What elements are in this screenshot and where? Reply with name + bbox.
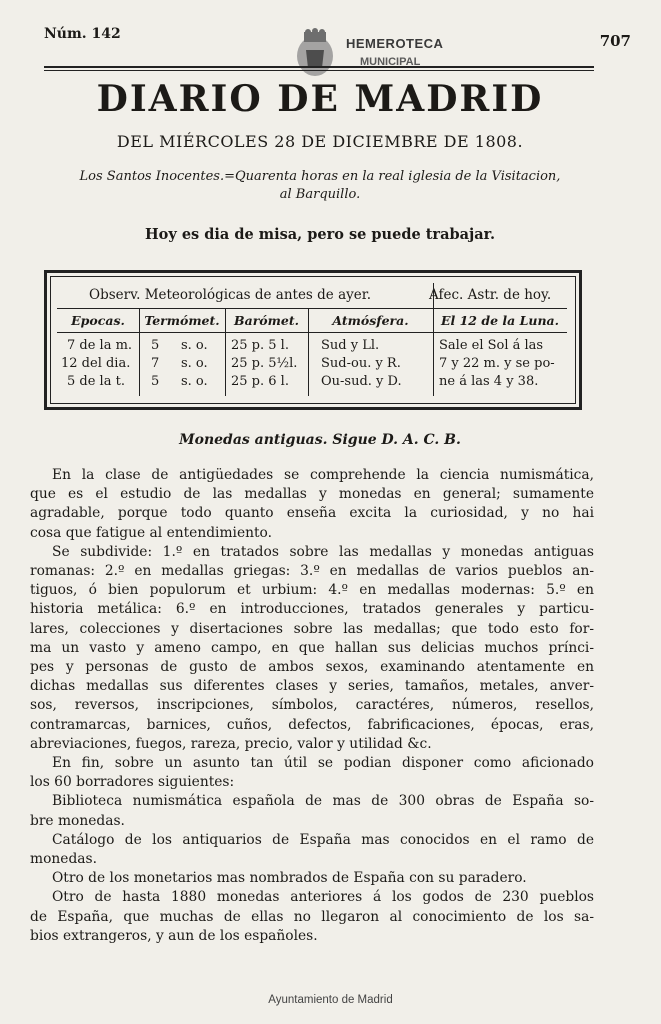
dateline: DEL MIÉRCOLES 28 DE DICIEMBRE DE 1808. [116, 132, 524, 151]
table-divider [57, 332, 567, 333]
body-line: abreviaciones, fuegos, rareza, precio, valor y utilidad &c. [30, 735, 432, 752]
body-line: Otro de hasta 1880 monedas anteriores á los godos de 230 pueblos [52, 889, 594, 906]
body-line: En la clase de antigüedades se comprehende la ciencia numismática, [52, 467, 594, 483]
cell-atmos: Sud-ou. y R. [321, 356, 401, 371]
col-header-luna: El 12 de la Luna. [440, 313, 560, 328]
body-line: de España, que muchas de ellas no llegaron al conocimiento de los sa- [30, 908, 594, 925]
body-line: los 60 borradores siguientes: [30, 774, 235, 791]
cell-termo-dir: s. o. [181, 338, 208, 353]
body-line: historia metálica: 6.º en introducciones, tratados generales y particu- [30, 601, 594, 618]
section-title: Monedas antiguas. Sigue D. A. C. B. [179, 432, 461, 448]
body-line: bios extrangeros, y aun de los españoles. [30, 927, 318, 944]
cell-baro: 25 p. 5 l. [231, 338, 289, 353]
body-line: dichas medallas sus diferentes clases y series, tamaños, metales, anver- [30, 678, 594, 695]
body-line: En fin, sobre un asunto tan útil se podian disponer como aficionado [52, 755, 594, 772]
article-body [30, 466, 594, 946]
col-header-epocas: Epocas. [71, 313, 125, 328]
cell-epoca: 12 del dia. [61, 356, 131, 371]
body-line: Otro de los monetarios mas nombrados de España con su paradero. [52, 870, 527, 887]
body-line: Catálogo de los antiquarios de España mas conocidos en el ramo de [52, 831, 594, 848]
body-line: sos, reversos, inscripciones, símbolos, caractéres, números, resellos, [30, 697, 594, 714]
stamp-line-2: MUNICIPAL [360, 56, 421, 68]
cell-termo: 5 [151, 374, 160, 389]
cell-epoca: 7 de la m. [67, 338, 133, 353]
col-header-termometro: Termómet. [144, 313, 220, 328]
header-rule-thin [44, 70, 594, 71]
cell-termo-dir: s. o. [181, 374, 208, 389]
saints-line-1: Los Santos Inocentes.=Quarenta horas en la real iglesia de la Visitacion, [79, 169, 561, 184]
table-title-meteo: Observ. Meteorológicas de antes de ayer. [89, 287, 372, 303]
body-line: contramarcas, barnices, cuños, defectos, fabrificaciones, épocas, eras, [30, 716, 594, 733]
body-line: romanas: 2.º en medallas griegas: 3.º en medallas de varios pueblos an- [30, 563, 594, 580]
moon-line: ne á las 4 y 38. [439, 374, 539, 389]
body-line: tiguos, ó bien populorum et urbium: 4.º en medallas modernas: 5.º en [30, 582, 594, 599]
footer-credit: Ayuntamiento de Madrid [268, 994, 393, 1006]
moon-line: 7 y 22 m. y se po- [439, 356, 555, 371]
mass-notice: Hoy es dia de misa, pero se puede trabajar. [144, 226, 496, 243]
saints-notice [50, 168, 590, 204]
cell-termo-dir: s. o. [181, 356, 208, 371]
masthead-title: DIARIO DE MADRID [96, 78, 544, 120]
page-number: 707 [599, 32, 631, 50]
body-line: Biblioteca numismática española de mas de 300 obras de España so- [52, 793, 594, 810]
col-header-atmosfera: Atmósfera. [332, 313, 409, 328]
column-divider [433, 283, 434, 396]
weather-table-inner [50, 276, 576, 404]
header-rule [44, 66, 594, 68]
body-line: monedas. [30, 851, 97, 868]
cell-epoca: 5 de la t. [67, 374, 125, 389]
table-divider [57, 308, 567, 309]
cell-termo: 5 [151, 338, 160, 353]
cell-termo: 7 [151, 356, 160, 371]
stamp-line-1: HEMEROTECA [346, 36, 444, 51]
col-header-barometro: Barómet. [234, 313, 299, 328]
body-line: agradable, porque todo quanto enseña excita la curiosidad, y no hai [30, 505, 594, 522]
cell-baro: 25 p. 6 l. [231, 374, 289, 389]
cell-atmos: Ou-sud. y D. [321, 374, 402, 389]
saints-line-2: al Barquillo. [279, 187, 361, 202]
body-line: lares, colecciones y disertaciones sobre las medallas; que todo esto for- [30, 620, 594, 637]
table-title-astro: Afec. Astr. de hoy. [429, 287, 552, 303]
body-line: pes y personas de gusto de ambos sexos, examinando atentamente en [30, 659, 594, 676]
moon-line: Sale el Sol á las [439, 338, 544, 353]
body-line: que es el estudio de las medallas y monedas en general; sumamente [30, 486, 594, 503]
body-line: Se subdivide: 1.º en tratados sobre las medallas y monedas antiguas [52, 543, 594, 560]
body-line: ma un vasto y ameno campo, en que hallan sus delicias muchos prínci- [30, 639, 594, 656]
body-line: cosa que fatigue al entendimiento. [30, 524, 273, 541]
issue-number: Núm. 142 [44, 26, 121, 42]
body-line: bre monedas. [30, 812, 125, 829]
weather-table [44, 270, 582, 410]
cell-atmos: Sud y Ll. [321, 338, 380, 353]
library-stamp [292, 28, 492, 80]
cell-baro: 25 p. 5½l. [231, 356, 298, 371]
